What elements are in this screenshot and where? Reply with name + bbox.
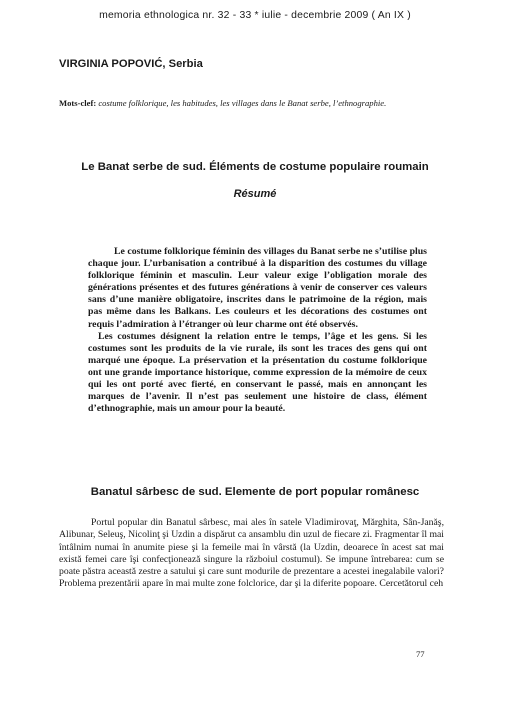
resume-heading: Résumé (233, 188, 277, 200)
keywords (59, 98, 479, 108)
body-paragraph: Portul popular din Banatul sârbesc, mai ales în satele Vladimirovaţ, Mărghita, Sân-Janăş, Alibunar, Seleuş, Nicolinţ şi Uzdin a dispărut ca ansamblu din uzul de fiecare zi. Fragmentar îl mai întâlnim numai în anumite piese şi la femeile mai în vârstă (la Uzdin, deoarece în acest sat mai există femei care îşi confecţionează singure la războiul costumul). Se impune întrebarea: cum se poate păstra această zestre a satului şi care sunt modurile de prezentare a acestei inegalabile valori? Problema prezentării apare în mai multe zone folclorice, dar şi la diferite popoare. Cercetătorul ceh (59, 517, 444, 590)
french-abstract (88, 246, 427, 415)
author-name: VIRGINIA POPOVIĆ, Serbia (59, 58, 203, 70)
running-head: memoria ethnologica nr. 32 - 33 * iulie - decembrie 2009 ( An IX ) (99, 10, 411, 21)
page-number: 77 (416, 649, 425, 659)
keywords-label: Mots-clef: (59, 98, 97, 108)
abstract-paragraph: Le costume folklorique féminin des villages du Banat serbe ne s’utilise plus chaque jour. L’urbanisation a contribué à la disparition des costumes du village folklorique féminin et masculin. Leur valeur exige l’obligation morale des générations présentes et des futures générations à venir de conserver ces valeurs sans d’une manière obligatoire, inscrites dans le patrimoine de la région, mais pas même dans les Balkans. Les couleurs et les décorations des costumes ont requis l’admiration à l’étranger où leur charme ont été observés. (88, 246, 427, 330)
keywords-text: costume folklorique, les habitudes, les villages dans le Banat serbe, l’ethnographie. (96, 98, 387, 108)
abstract-paragraph: Les costumes désignent la relation entre le temps, l’âge et les gens. Si les costumes sont les produits de la vie rurale, ils sont les traces des gens qui ont marqué une époque. La préservation et la présentation du costume folklorique ont une grande importance historique, comme expression de la mémoire de ceux qui les ont porté avec fierté, en conservant le passé, mais en annonçant les marques de l’avenir. Il n’est pas seulement une histoire de class, élément d’ethnographie, mais un amour pour la beauté. (88, 330, 427, 415)
french-title: Le Banat serbe de sud. Éléments de costume populaire roumain (81, 161, 429, 173)
romanian-body (59, 517, 444, 591)
romanian-title: Banatul sârbesc de sud. Elemente de port popular românesc (90, 486, 420, 498)
